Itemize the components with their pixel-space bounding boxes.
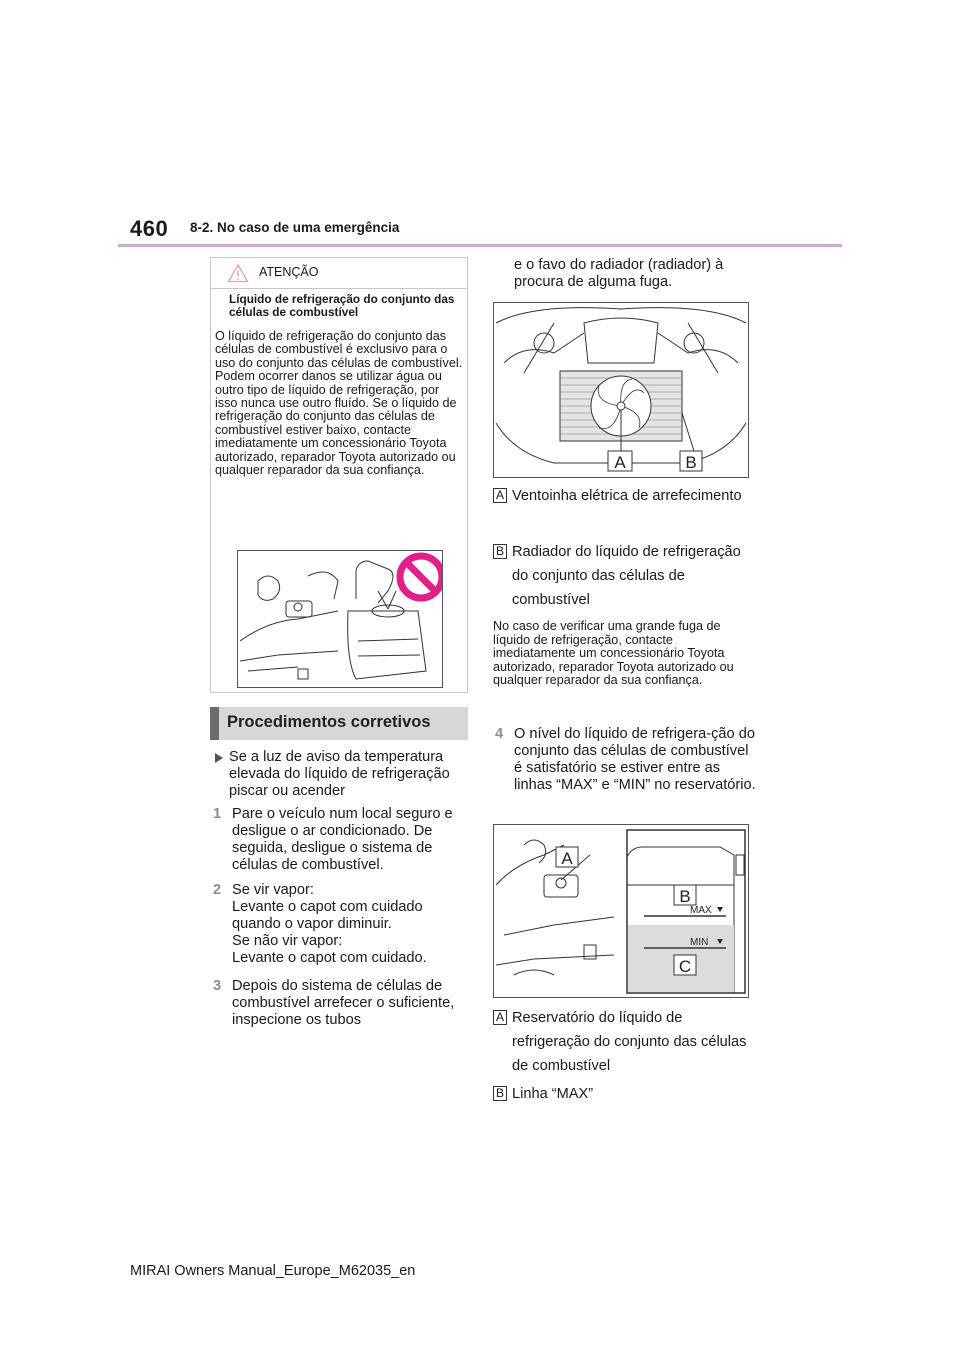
- step-number: 3: [213, 978, 222, 994]
- reservoir-illustration: [494, 825, 748, 997]
- step-3: [213, 978, 473, 1032]
- callout-letter: B: [493, 544, 507, 559]
- callout-text: Reservatório do líquido de refrigeração do conjunto das células de combustível: [512, 1010, 747, 1074]
- step-text: O nível do líquido de refrigera-ção do conjunto das células de combustível é satisfatório se estiver entre as linhas “MAX” e “MIN” no reservatório.: [514, 726, 756, 793]
- callout-letter: A: [493, 488, 507, 503]
- step-4: [495, 726, 755, 816]
- header-rule: [118, 244, 842, 247]
- section-title: 8-2. No caso de uma emergência: [190, 220, 400, 235]
- step-text: Depois do sistema de células de combustível arrefecer o suficiente, inspecione os tubos: [232, 978, 455, 1028]
- callout-b-radiator: [493, 540, 753, 614]
- step-3-continuation: e o favo do radiador (radiador) à procura de alguma fuga.: [514, 257, 724, 290]
- procedures-heading: [210, 707, 468, 740]
- footer-manual-name: MIRAI Owners Manual_Europe_M62035_en: [130, 1263, 416, 1279]
- leak-note: No caso de verificar uma grande fuga de líquido de refrigeração, contacte imediatamente um concessionário Toyota autorizado, reparador Toyota autorizado ou qualquer reparador da sua confiança.: [493, 619, 734, 688]
- warning-box: [210, 257, 468, 693]
- procedure-lead: [210, 749, 470, 801]
- callout-letter: A: [493, 1010, 507, 1025]
- callout-a-reservoir: [493, 1006, 753, 1080]
- step-2: [213, 882, 473, 972]
- warning-label: ATENÇÃO: [259, 265, 319, 279]
- warning-body: O líquido de refrigeração do conjunto das células de combustível é exclusivo para o uso do conjunto das células de combustível. Podem ocorrer danos se utilizar água ou outro tipo de líquido de refrigeração, por isso nunca use outro fluído. Se o líquido de refrigeração do conjunto das células de combustível estiver baixo, contacte imediatamente um concessionário Toyota autorizado, reparador Toyota autorizado ou qualquer reparador da sua confiança.: [215, 329, 463, 478]
- step-number: 4: [495, 726, 504, 742]
- triangle-bullet-icon: [215, 753, 223, 763]
- min-line-label: MIN: [690, 937, 709, 948]
- callout-b-max-line: [493, 1082, 753, 1108]
- callout-text: Radiador do líquido de refrigeração do conjunto das células de combustível: [512, 544, 741, 608]
- warning-triangle-icon: [227, 263, 249, 283]
- warning-subtitle: Líquido de refrigeração do conjunto das células de combustível: [229, 292, 455, 319]
- callout-text: Linha “MAX”: [512, 1086, 594, 1102]
- figure-label-b: B: [685, 453, 697, 472]
- figure-label-c: C: [678, 957, 692, 976]
- step-1: [213, 806, 473, 876]
- step-text: Se vir vapor: Levante o capot com cuidado quando o vapor diminuir. Se não vir vapor: Levante o capot com cuidado.: [232, 882, 427, 966]
- step-number: 2: [213, 882, 222, 898]
- callout-a-fan: [493, 484, 753, 534]
- radiator-illustration: [494, 303, 748, 477]
- no-water-refill-illustration: [238, 551, 442, 687]
- figure-label-a: A: [614, 453, 626, 472]
- step-text: Pare o veículo num local seguro e desligue o ar condicionado. De seguida, desligue o sistema de células de combustível.: [232, 806, 453, 873]
- radiator-figure: [493, 302, 749, 478]
- callout-letter: B: [493, 1086, 507, 1101]
- step-number: 1: [213, 806, 222, 822]
- max-line-label: MAX: [690, 905, 712, 916]
- page-number: 460: [130, 216, 169, 241]
- warning-header: [211, 258, 467, 289]
- figure-label-a: A: [561, 849, 573, 868]
- procedures-heading-text: Procedimentos corretivos: [227, 713, 431, 731]
- figure-label-b: B: [679, 887, 691, 906]
- callout-text: Ventoinha elétrica de arrefecimento: [512, 488, 742, 504]
- reservoir-figure: [493, 824, 749, 998]
- procedure-lead-text: Se a luz de aviso da temperatura elevada do líquido de refrigeração piscar ou acender: [229, 749, 450, 799]
- warning-illustration: [237, 550, 443, 688]
